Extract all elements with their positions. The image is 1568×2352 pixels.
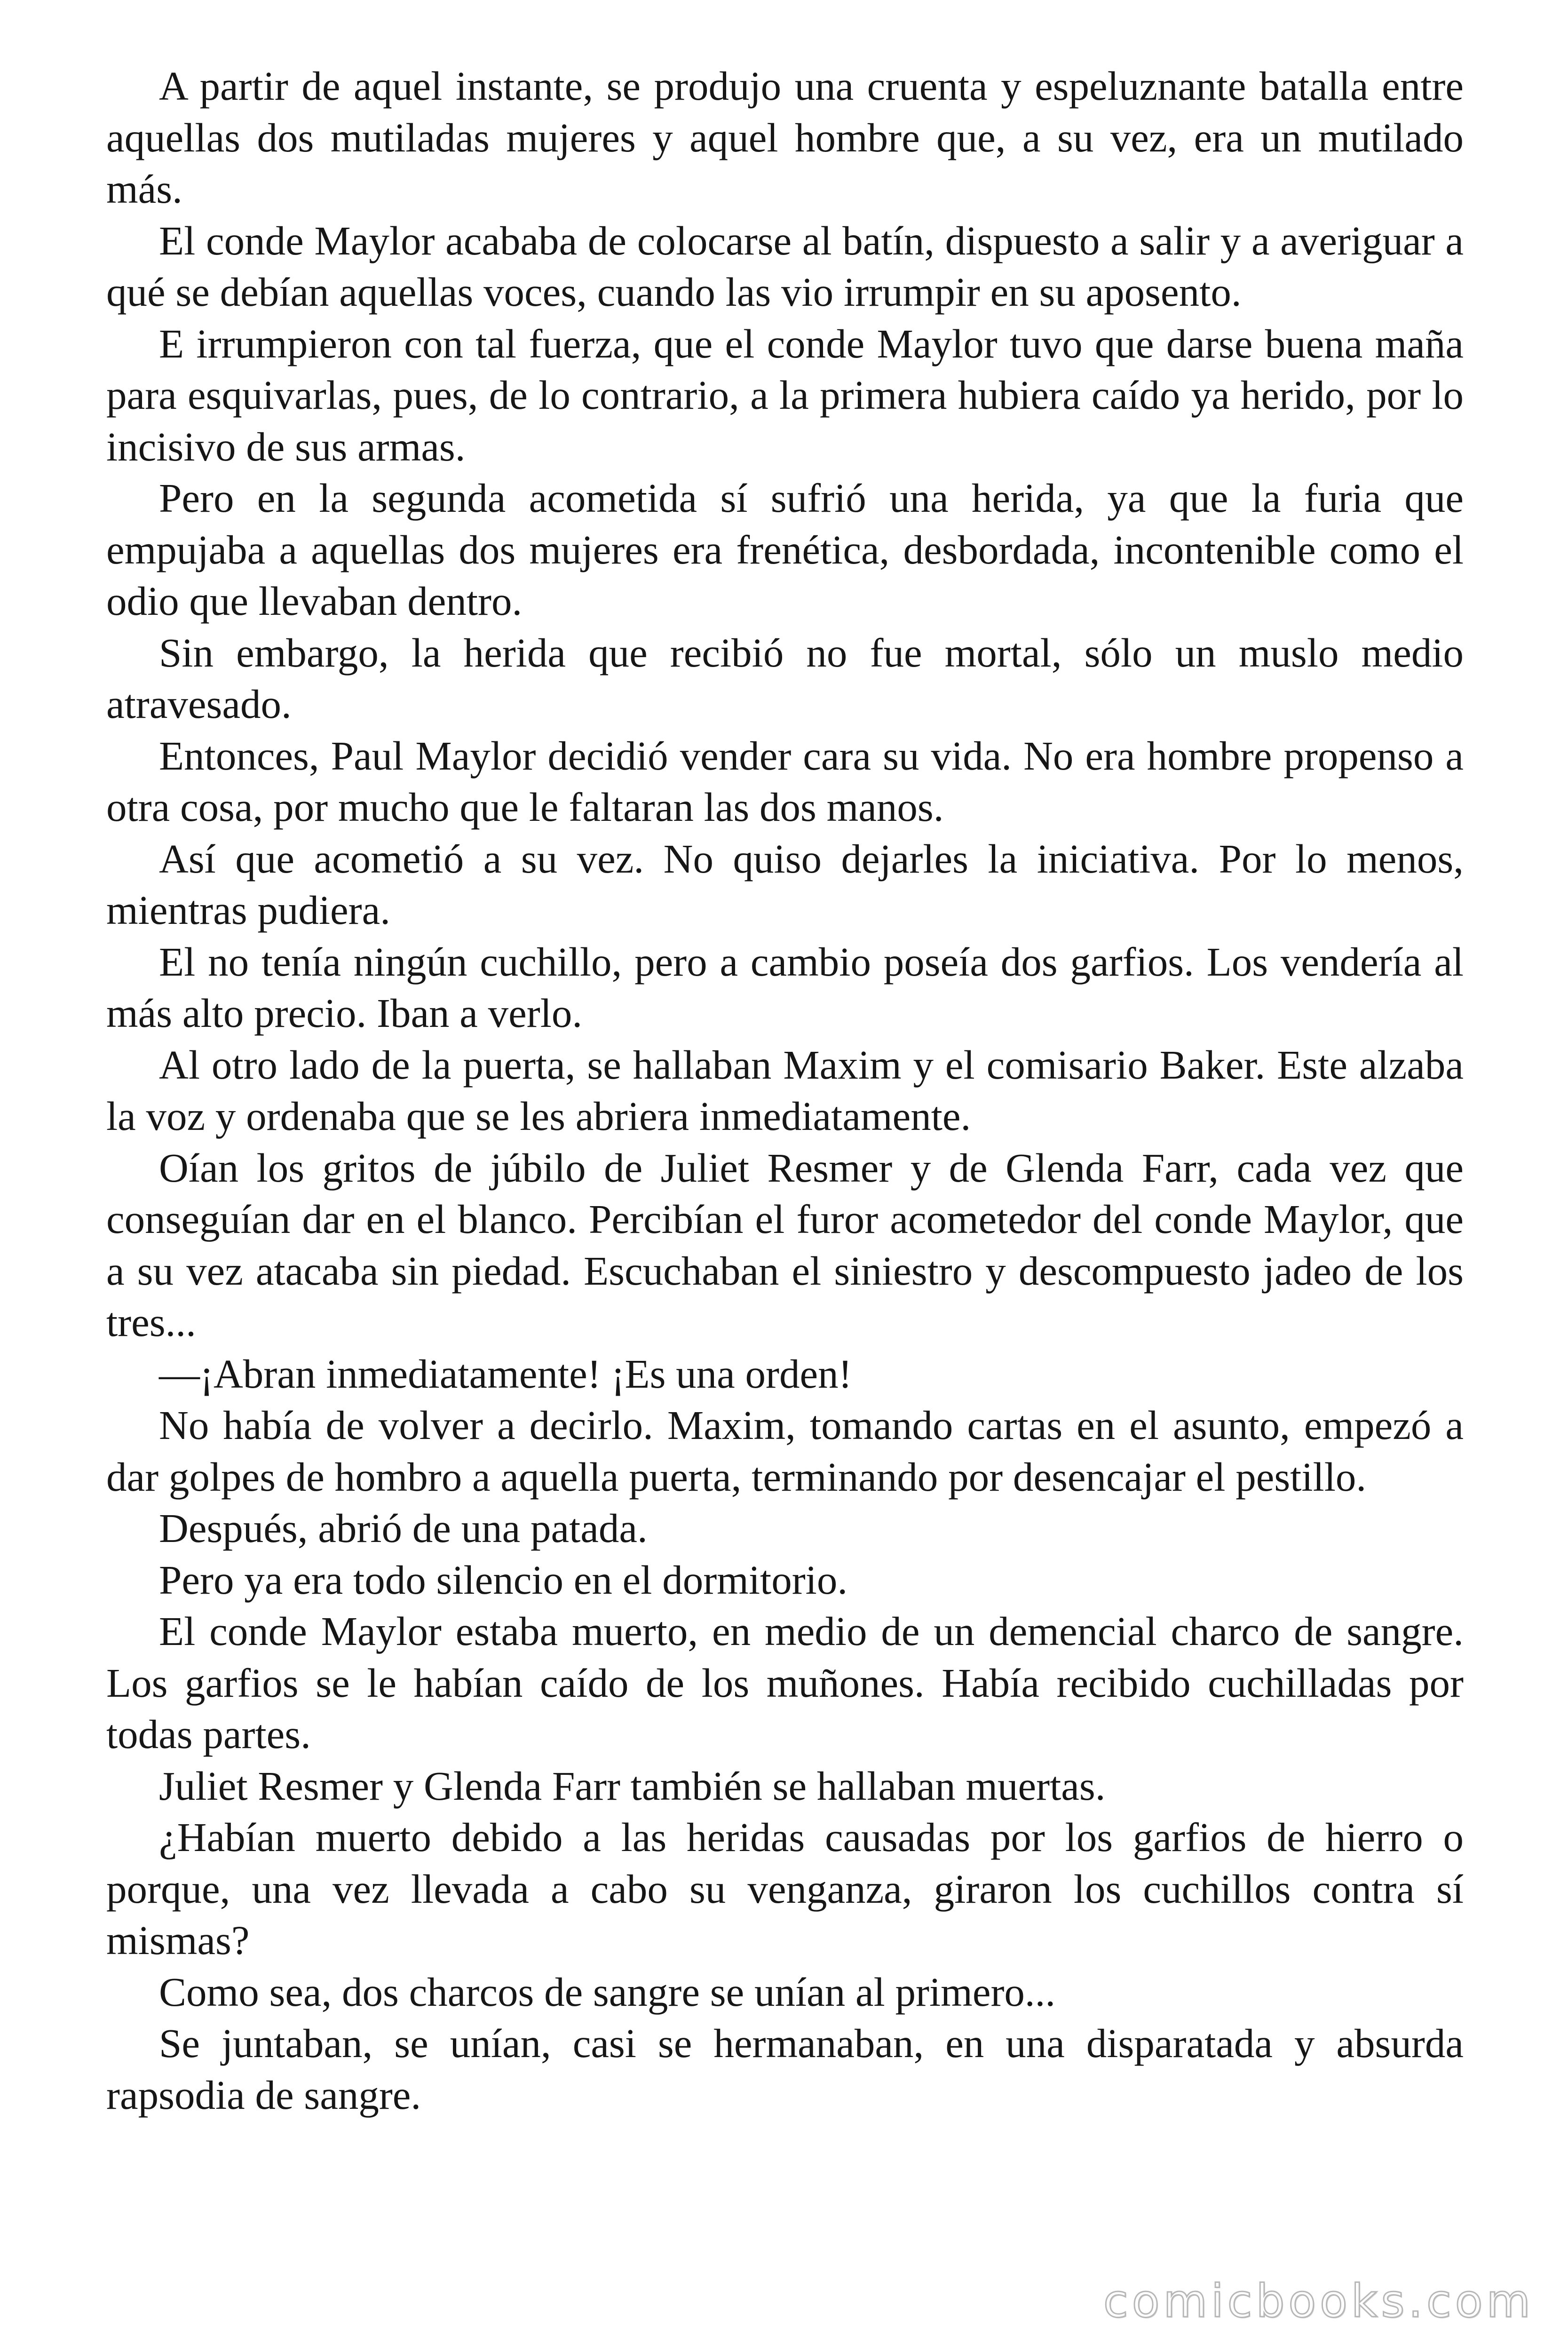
paragraph: Al otro lado de la puerta, se hallaban Maxim y el comisario Baker. Este alzaba la voz y ordenaba que se les abriera inmediatamente. bbox=[106, 1041, 1464, 1139]
paragraph: Así que acometió a su vez. No quiso dejarles la iniciativa. Por lo menos, mientras pudiera. bbox=[106, 835, 1464, 933]
paragraph: Sin embargo, la herida que recibió no fue mortal, sólo un muslo medio atravesado. bbox=[106, 629, 1464, 727]
paragraph: Juliet Resmer y Glenda Farr también se hallaban muertas. bbox=[159, 1763, 1106, 1809]
paragraph: El conde Maylor acababa de colocarse al batín, dispuesto a salir y a averiguar a qué se debían aquellas voces, cuando las vio irrumpir en su aposento. bbox=[106, 217, 1464, 315]
paragraph: Como sea, dos charcos de sangre se unían al primero... bbox=[159, 1969, 1056, 2015]
paragraph: Después, abrió de una patada. bbox=[159, 1505, 648, 1551]
page-body-text bbox=[106, 60, 1464, 2121]
paragraph: E irrumpieron con tal fuerza, que el conde Maylor tuvo que darse buena maña para esquivarlas, pues, de lo contrario, a la primera hubiera caído ya herido, por lo incisivo de sus armas. bbox=[106, 320, 1464, 469]
paragraph: Se juntaban, se unían, casi se hermanaban, en una disparatada y absurda rapsodia de sangre. bbox=[106, 2020, 1464, 2118]
paragraph: A partir de aquel instante, se produjo una cruenta y espeluznante batalla entre aquellas dos mutiladas mujeres y aquel hombre que, a su vez, era un mutilado más. bbox=[106, 63, 1464, 212]
watermark: comicbooks.com bbox=[1103, 2275, 1534, 2328]
paragraph: No había de volver a decirlo. Maxim, tomando cartas en el asunto, empezó a dar golpes de hombro a aquella puerta, terminando por desencajar el pestillo. bbox=[106, 1402, 1464, 1500]
paragraph: Entonces, Paul Maylor decidió vender cara su vida. No era hombre propenso a otra cosa, por mucho que le faltaran las dos manos. bbox=[106, 732, 1464, 830]
paragraph: Oían los gritos de júbilo de Juliet Resmer y de Glenda Farr, cada vez que conseguían dar en el blanco. Percibían el furor acometedor del conde Maylor, que a su vez atacaba sin piedad. Escuchaban el siniestro y descompuesto jadeo de los tres... bbox=[106, 1144, 1464, 1345]
paragraph: ¿Habían muerto debido a las heridas causadas por los garfios de hierro o porque, una vez llevada a cabo su venganza, giraron los cuchillos contra sí mismas? bbox=[106, 1814, 1464, 1963]
paragraph: El no tenía ningún cuchillo, pero a cambio poseía dos garfios. Los vendería al más alto precio. Iban a verlo. bbox=[106, 938, 1464, 1036]
paragraph: —¡Abran inmediatamente! ¡Es una orden! bbox=[159, 1351, 852, 1397]
paragraph: Pero ya era todo silencio en el dormitorio. bbox=[159, 1557, 848, 1603]
paragraph: El conde Maylor estaba muerto, en medio de un demencial charco de sangre. Los garfios se le habían caído de los muñones. Había recibido cuchilladas por todas partes. bbox=[106, 1608, 1464, 1757]
paragraph: Pero en la segunda acometida sí sufrió una herida, ya que la furia que empujaba a aquellas dos mujeres era frenética, desbordada, incontenible como el odio que llevaban dentro. bbox=[106, 475, 1464, 624]
